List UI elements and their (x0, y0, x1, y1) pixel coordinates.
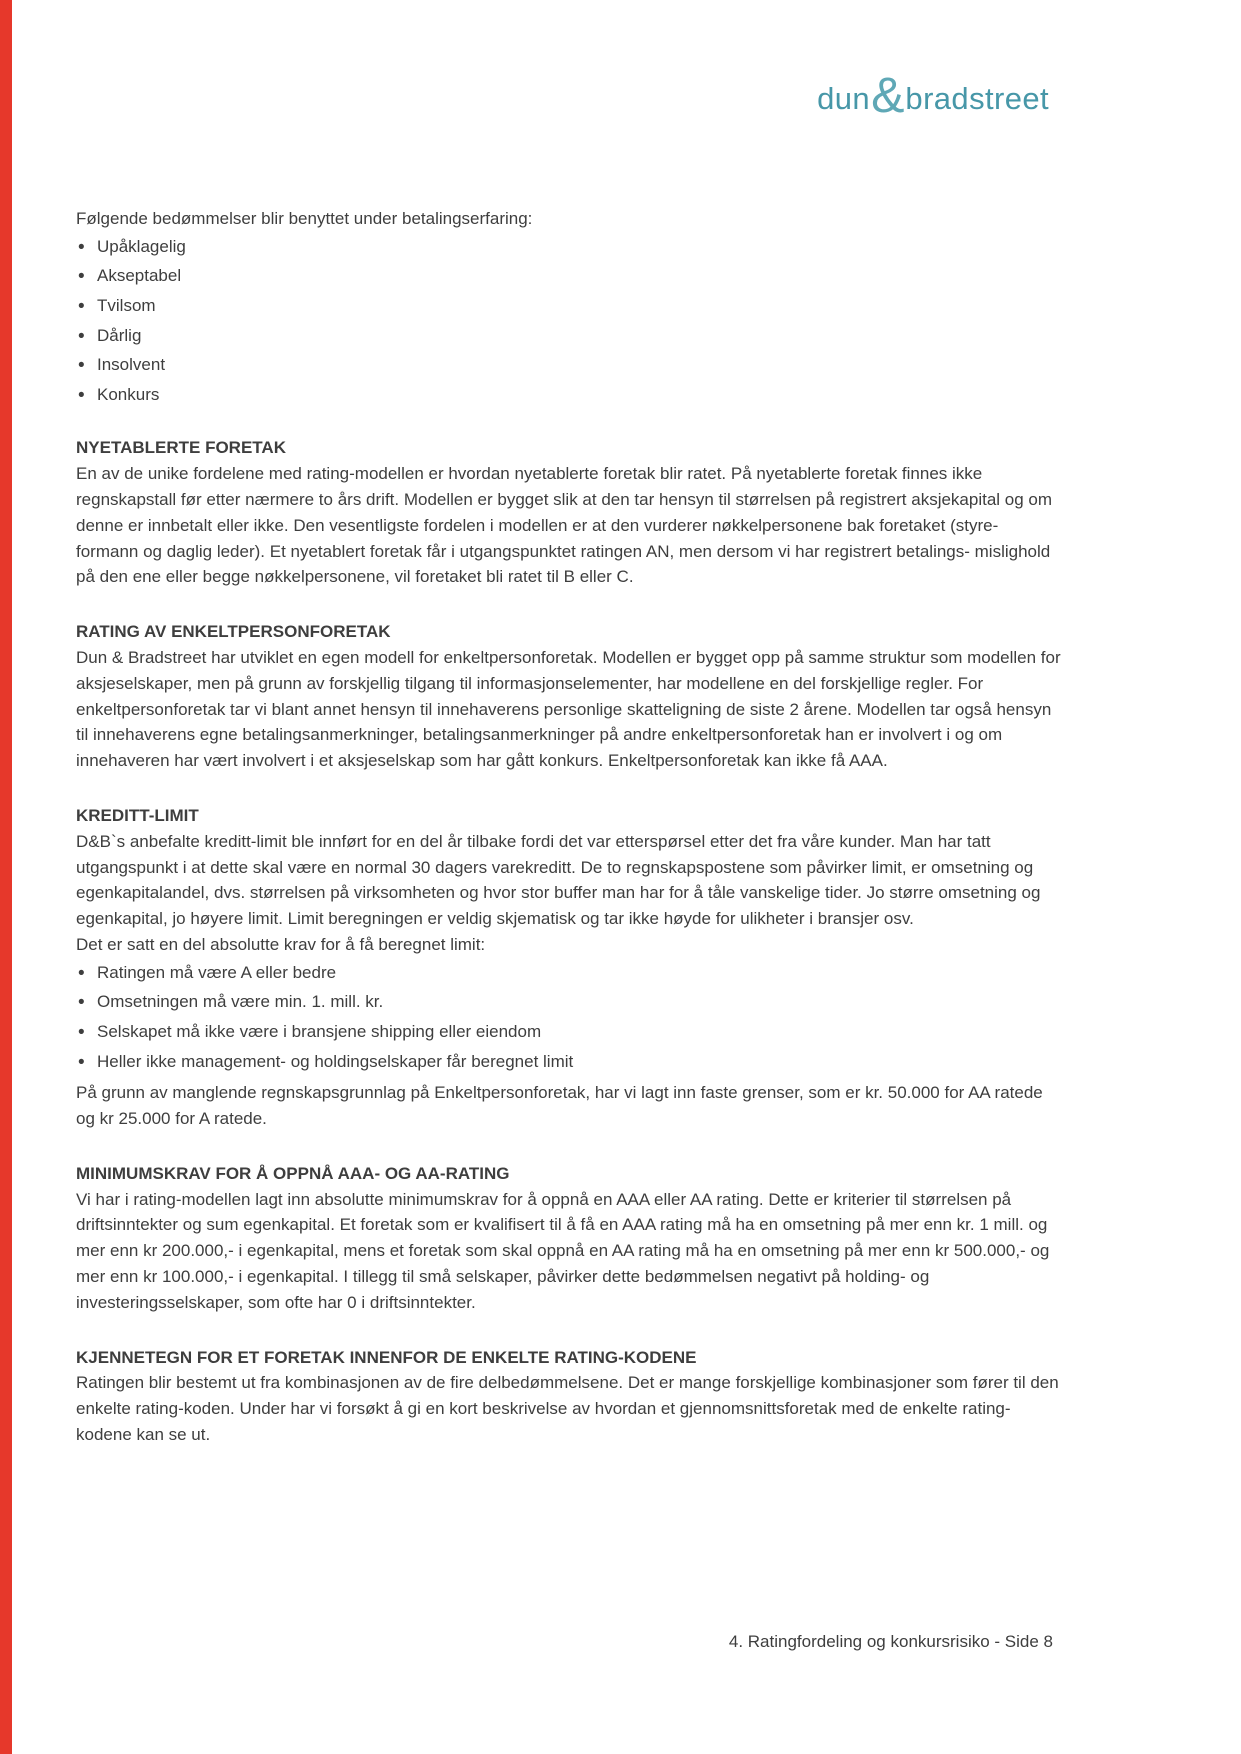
logo-ampersand-icon: & (871, 67, 905, 123)
limit-requirements-lead: Det er satt en del absolutte krav for å få beregnet limit: (76, 935, 486, 954)
section-heading-nyetablerte-foretak: NYETABLERTE FORETAK (76, 438, 286, 458)
page-footer: 4. Ratingfordeling og konkursrisiko - Side 8 (728, 1632, 1053, 1651)
section-heading-kjennetegn: KJENNETEGN FOR ET FORETAK INNENFOR DE ENKELTE RATING-KODENE (76, 1347, 697, 1367)
document-body (76, 206, 1061, 1448)
list-item: • Selskapet må ikke være i bransjene shipping eller eiendom (78, 1021, 1061, 1044)
payment-experience-list (78, 236, 1061, 407)
intro-lead-text: Følgende bedømmelser blir benyttet under betalingserfaring: (76, 209, 533, 228)
list-item: • Konkurs (78, 384, 1061, 407)
section-heading-minimumskrav: MINIMUMSKRAV FOR Å OPPNÅ AAA- OG AA-RATING (76, 1163, 510, 1183)
section-heading-kreditt-limit: KREDITT-LIMIT (76, 806, 199, 826)
limit-note-paragraph: På grunn av manglende regnskapsgrunnlag på Enkeltpersonforetak, har vi lagt inn faste grenser, som er kr. 50.000 for AA ratede og kr 25.000 for A ratede. (76, 1083, 1043, 1129)
list-item: • Ratingen må være A eller bedre (78, 962, 1061, 985)
list-item: • Dårlig (78, 325, 1061, 348)
section-heading-rating-enkeltpersonforetak: RATING AV ENKELTPERSONFORETAK (76, 622, 391, 642)
list-item: • Akseptabel (78, 265, 1061, 288)
list-item: • Heller ikke management- og holdingselskaper får beregnet limit (78, 1051, 1061, 1074)
logo-word-dun: dun (817, 81, 871, 116)
list-item: • Omsetningen må være min. 1. mill. kr. (78, 991, 1061, 1014)
logo-word-bradstreet: bradstreet (905, 81, 1049, 116)
list-item: • Tvilsom (78, 295, 1061, 318)
left-accent-bar (0, 0, 12, 1754)
section-body-kreditt-limit: D&B`s anbefalte kreditt-limit ble innført for en del år tilbake fordi det var etterspørsel etter det fra våre kunder. Man har tatt utgangspunkt i at dette skal være en normal 30 dagers varekreditt. De to regnskapspostene som påvirker limit, er omsetning og egenkapitalandel, dvs. størrelsen på virksomheten og hvor stor buffer man har for å tåle vanskelige tider. Jo større omsetning og egenkapital, jo høyere limit. Limit beregningen er veldig skjematisk og tar ikke høyde for ulikheter i bransjer osv. (76, 831, 1041, 929)
section-body-nyetablerte-foretak: En av de unike fordelene med rating-modellen er hvordan nyetablerte foretak blir ratet. På nyetablerte foretak finnes ikke regnskapstall før etter nærmere to års drift. Modellen er bygget slik at den tar hensyn til størrelsen på registrert aksjekapital og om denne er innbetalt eller ikke. Den vesentligste fordelen i modellen er at den vurderer nøkkelpersonene bak foretaket (styre- formann og daglig leder). Et nyetablert foretak får i utgangspunktet ratingen AN, men dersom vi har registrert betalings- mislighold på den ene eller begge nøkkelpersonene, vil foretaket bli ratet til B eller C. (76, 464, 1053, 587)
dun-bradstreet-logo (817, 67, 1049, 128)
section-body-minimumskrav: Vi har i rating-modellen lagt inn absolutte minimumskrav for å oppnå en AAA eller AA rating. Dette er kriterier til størrelsen på driftsinntekter og sum egenkapital. Et foretak som er kvalifisert til å få en AAA rating må ha en omsetning på mer enn kr. 1 mill. og mer enn kr 200.000,- i egenkapital, mens et foretak som skal oppnå en AA rating må ha en omsetning på mer enn kr 500.000,- og mer enn kr 100.000,- i egenkapital. I tillegg til små selskaper, påvirker dette bedømmelsen negativt på holding- og investeringsselskaper, som ofte har 0 i driftsinntekter. (76, 1189, 1050, 1312)
section-body-rating-enkeltpersonforetak: Dun & Bradstreet har utviklet en egen modell for enkeltpersonforetak. Modellen er bygget opp på samme struktur som modellen for aksjeselskaper, men på grunn av forskjellig tilgang til informasjonselementer, har modellene en del forskjellige regler. For enkeltpersonforetak tar vi blant annet hensyn til innehaverens personlige skatteligning de siste 2 årene. Modellen tar også hensyn til innehaverens egne betalingsanmerkninger, betalingsanmerkninger på andre enkeltpersonforetak han er involvert i og om innehaveren har vært involvert i et aksjeselskap som har gått konkurs. Enkeltpersonforetak kan ikke få AAA. (76, 647, 1061, 771)
list-item: • Insolvent (78, 354, 1061, 377)
limit-requirements-list (78, 962, 1061, 1073)
section-body-kjennetegn: Ratingen blir bestemt ut fra kombinasjonen av de fire delbedømmelsene. Det er mange forskjellige kombinasjoner som fører til den enkelte rating-koden. Under har vi forsøkt å gi en kort beskrivelse av hvordan et gjennomsnittsforetak med de enkelte rating-kodene kan se ut. (76, 1373, 1059, 1444)
list-item: • Upåklagelig (78, 236, 1061, 259)
